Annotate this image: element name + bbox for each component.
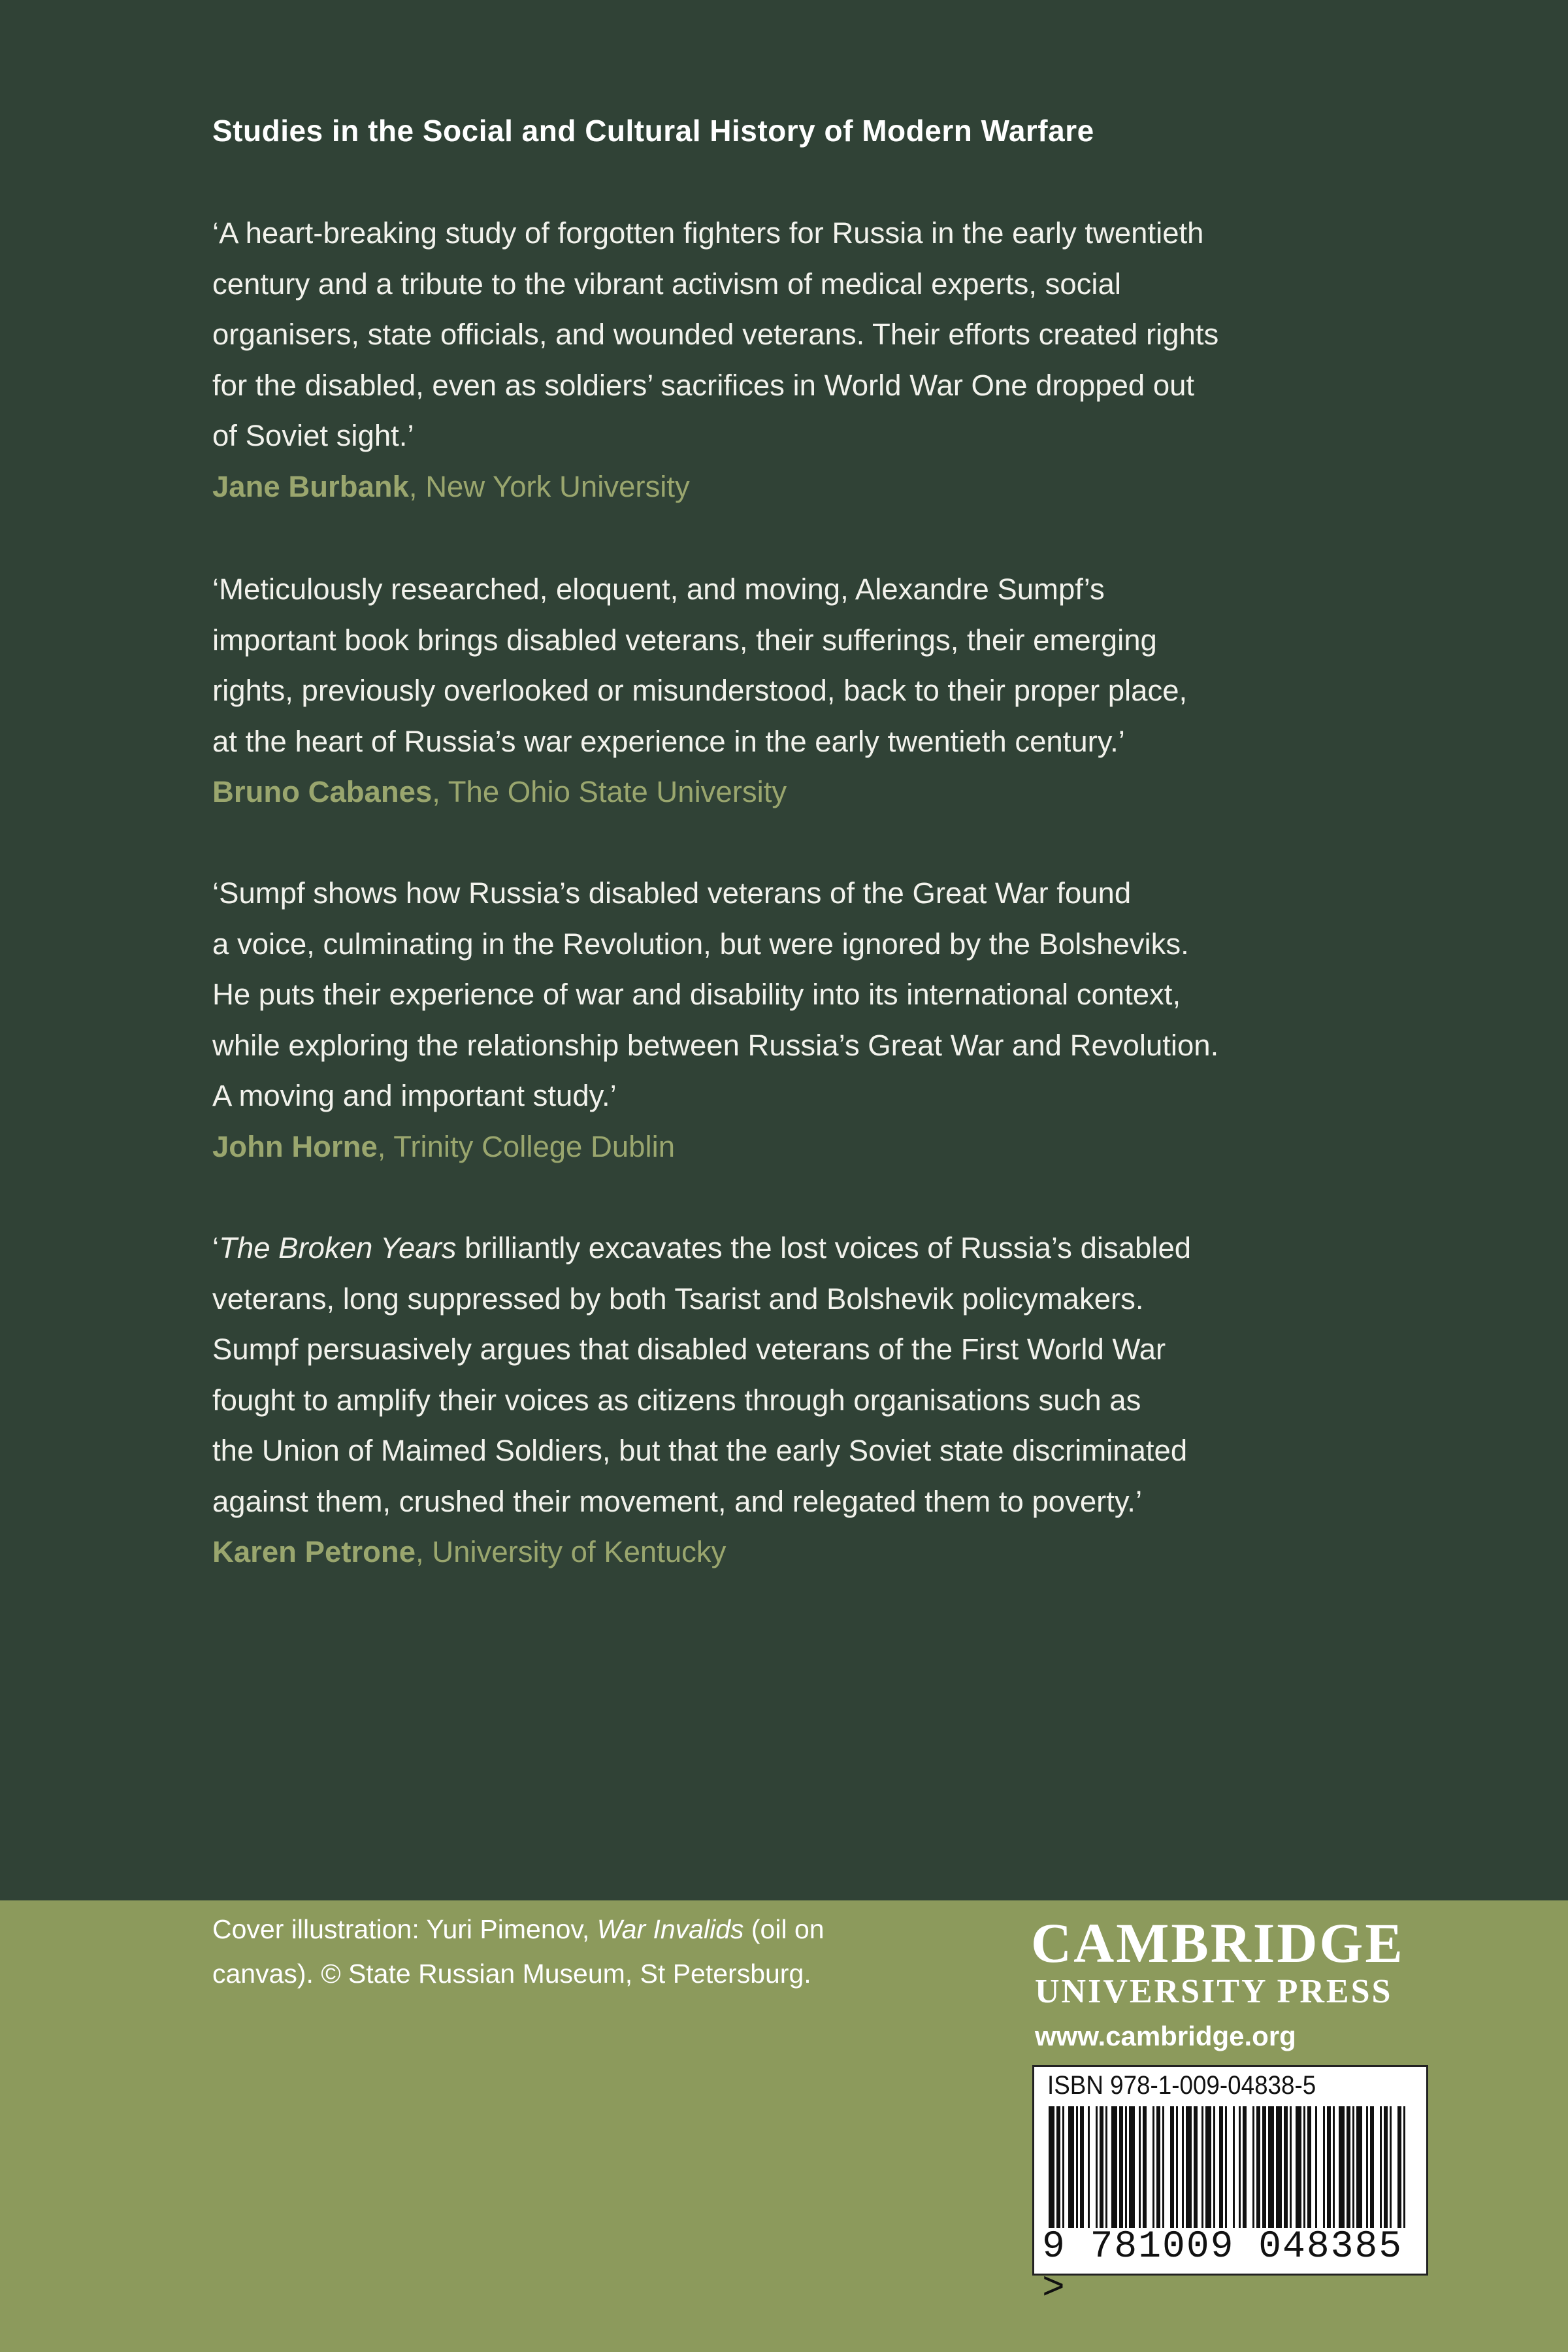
endorser-affiliation: , New York University [408,469,690,503]
endorsement-text [212,208,1336,461]
endorser-name: Jane Burbank [212,469,409,503]
quote-line: rights, previously overlooked or misunderstood, back to their proper place, [212,674,1188,707]
endorsement-2 [212,564,1336,818]
isbn-label: ISBN 978-1-009-04838-5 [1047,2071,1316,2100]
quote-line: veterans, long suppressed by both Tsarist and Bolshevik policymakers. [212,1282,1144,1316]
endorser-affiliation: , University of Kentucky [416,1535,727,1568]
endorsement-3 [212,868,1336,1172]
quote-line: organisers, state officials, and wounded veterans. Their efforts created rights [212,318,1219,351]
series-title: Studies in the Social and Cultural History of Modern Warfare [212,114,1094,148]
quote-line: brilliantly excavates the lost voices of Russia’s disabled [456,1231,1192,1265]
quote-line: the Union of Maimed Soldiers, but that the early Soviet state discriminated [212,1434,1188,1467]
endorser-name: Bruno Cabanes [212,775,433,808]
publisher-url: www.cambridge.org [1035,2021,1296,2051]
quote-line: at the heart of Russia’s war experience in the early twentieth century.’ [212,724,1125,758]
quote-line: ‘A heart-breaking study of forgotten fighters for Russia in the early twentieth [212,216,1204,250]
book-title: The Broken Years [219,1231,457,1265]
quote-line: important book brings disabled veterans, their sufferings, their emerging [212,623,1157,657]
quote-open-mark: ‘ [212,1231,220,1265]
isbn-barcode [1032,2065,1428,2310]
barcode-icon [1043,2106,1416,2230]
publisher-subtitle: UNIVERSITY PRESS [1035,1973,1393,2010]
quote-line: ‘Meticulously researched, eloquent, and moving, Alexandre Sumpf’s [212,572,1105,606]
endorsement-text [212,564,1336,767]
endorsement-text [212,868,1336,1121]
quote-line: Sumpf persuasively argues that disabled veterans of the First World War [212,1333,1166,1366]
endorser-name: John Horne [212,1129,378,1163]
endorsement-attribution [212,1121,1336,1172]
quote-line: against them, crushed their movement, and relegated them to poverty.’ [212,1484,1143,1518]
endorsement-1 [212,208,1336,512]
publisher-logo [1031,1913,1423,2056]
endorsement-attribution [212,767,1336,818]
quote-line: a voice, culminating in the Revolution, but were ignored by the Bolsheviks. [212,927,1189,961]
endorsement-4 [212,1223,1336,1578]
quote-line: while exploring the relationship between Russia’s Great War and Revolution. [212,1028,1219,1062]
credit-prefix: Cover illustration: Yuri Pimenov, [212,1914,597,1944]
publisher-name: CAMBRIDGE [1031,1912,1405,1974]
quote-line: A moving and important study.’ [212,1079,617,1112]
barcode-digits: 9 781009 048385 > [1042,2226,1403,2310]
quote-line: ‘Sumpf shows how Russia’s disabled veterans of the Great War found [212,876,1132,910]
credit-suffix: (oil on [743,1914,825,1944]
quote-line: century and a tribute to the vibrant activism of medical experts, social [212,267,1121,301]
quote-line: fought to amplify their voices as citizens through organisations such as [212,1383,1141,1417]
credit-line-2: canvas). © State Russian Museum, St Petersburg. [212,1959,811,1989]
endorsement-text [212,1223,1336,1527]
quote-line: for the disabled, even as soldiers’ sacrifices in World War One dropped out [212,368,1195,402]
artwork-title: War Invalids [596,1914,744,1944]
endorser-name: Karen Petrone [212,1535,416,1568]
quote-line: He puts their experience of war and disability into its international context, [212,978,1181,1011]
endorsement-attribution [212,461,1336,512]
cover-illustration-credit [212,1907,931,1996]
endorser-affiliation: , The Ohio State University [432,775,787,808]
quote-line: of Soviet sight.’ [212,419,414,452]
endorser-affiliation: , Trinity College Dublin [377,1129,675,1163]
endorsement-attribution [212,1527,1336,1578]
